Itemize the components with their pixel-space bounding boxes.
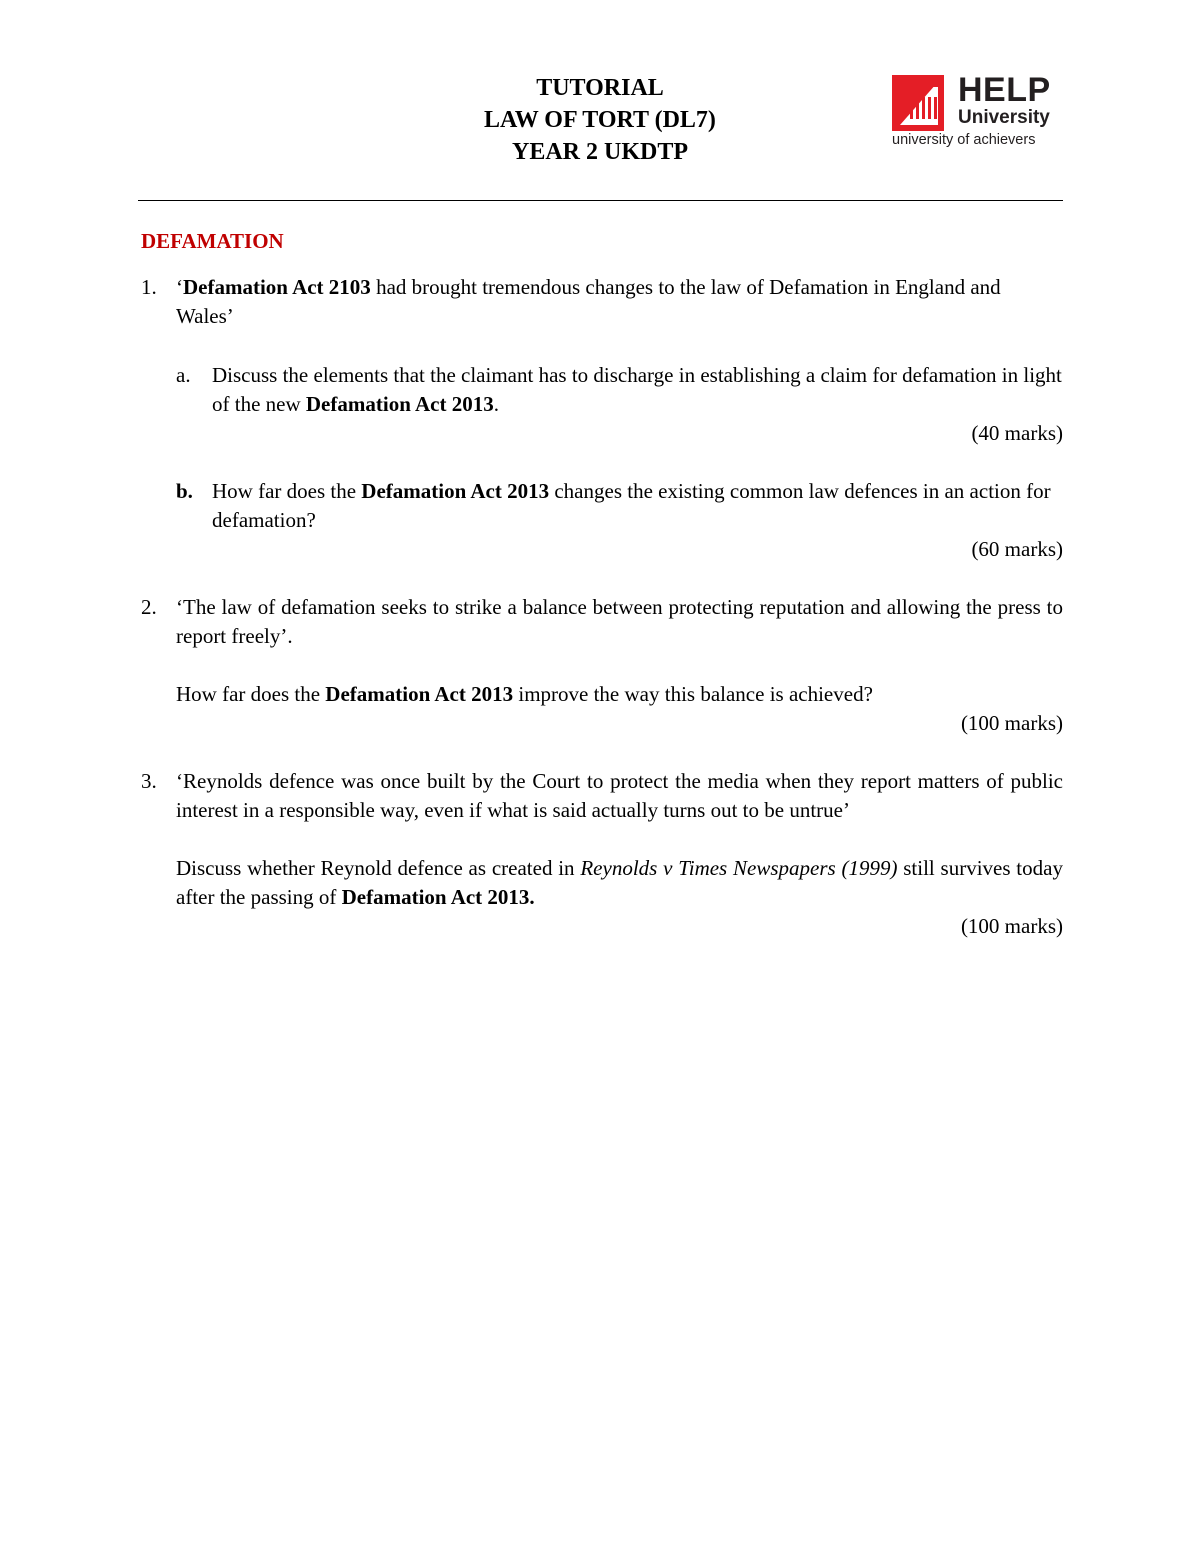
marks-1a: (40 marks)	[971, 421, 1063, 445]
question-1-statement	[176, 273, 1063, 331]
question-number: 2.	[141, 595, 157, 619]
question-1b-text	[212, 477, 1063, 535]
document-header	[400, 72, 800, 168]
question-2	[141, 593, 1063, 738]
question-1b	[176, 477, 1063, 535]
header-line-course: LAW OF TORT (DL7)	[484, 107, 716, 133]
prompt-text: How far does the	[176, 682, 326, 706]
logo-mark-icon	[892, 75, 954, 131]
marks-1b: (60 marks)	[971, 537, 1063, 561]
question-2-quote: ‘The law of defamation seeks to strike a balance between protecting reputation and allowing the press to report freely’.	[176, 595, 1063, 648]
statement-text: had brought tremendous changes to the law of Defamation in England and Wales’	[176, 275, 1001, 328]
quote-mark: ‘	[176, 275, 183, 299]
sub-question-text-end: changes the existing common law defences in an action for defamation?	[212, 479, 1051, 532]
question-3-prompt	[176, 854, 1063, 912]
logo-name: HELP	[958, 71, 1051, 109]
prompt-text: Discuss whether Reynold defence as created in	[176, 856, 581, 880]
marks-2: (100 marks)	[960, 711, 1063, 735]
statute-name: Defamation Act 2013	[361, 479, 550, 503]
question-number: 1.	[141, 275, 157, 299]
question-number: 3.	[141, 769, 157, 793]
logo-subname: University	[958, 107, 1050, 128]
sub-question-text: How far does the	[212, 479, 362, 503]
sub-question-letter: b.	[176, 479, 193, 503]
marks-3: (100 marks)	[960, 914, 1063, 938]
questions	[141, 273, 1063, 941]
question-1a-text	[212, 361, 1063, 419]
logo-tagline: university of achievers	[892, 132, 1036, 148]
question-3-quote: ‘Reynolds defence was once built by the Court to protect the media when they report matters of public interest in a responsible way, even if what is said actually turns out to be untrue’	[176, 769, 1063, 822]
prompt-text-mid: still survives today after the passing of	[176, 856, 1063, 909]
case-citation: Reynolds v Times Newspapers (1999)	[580, 856, 898, 880]
prompt-text-end: improve the way this balance is achieved?	[513, 682, 873, 706]
statute-name: Defamation Act 2013.	[341, 885, 535, 909]
header-line-tutorial: TUTORIAL	[536, 75, 664, 101]
header-line-year: YEAR 2 UKDTP	[511, 139, 688, 165]
statute-name: Defamation Act 2013	[305, 392, 494, 416]
punctuation: .	[493, 392, 499, 416]
sub-question-text: Discuss the elements that the claimant has to discharge in establishing a claim for defamation in light of the new	[212, 363, 1062, 416]
question-1	[141, 273, 1063, 564]
sub-question-letter: a.	[176, 363, 191, 387]
question-3	[141, 767, 1063, 941]
question-2-prompt	[176, 680, 1063, 709]
help-university-logo	[892, 71, 1062, 155]
header-divider	[138, 200, 1063, 201]
statute-name: Defamation Act 2103	[183, 275, 371, 299]
statute-name: Defamation Act 2013	[325, 682, 514, 706]
section-heading: DEFAMATION	[141, 229, 284, 253]
question-1a	[176, 361, 1063, 419]
